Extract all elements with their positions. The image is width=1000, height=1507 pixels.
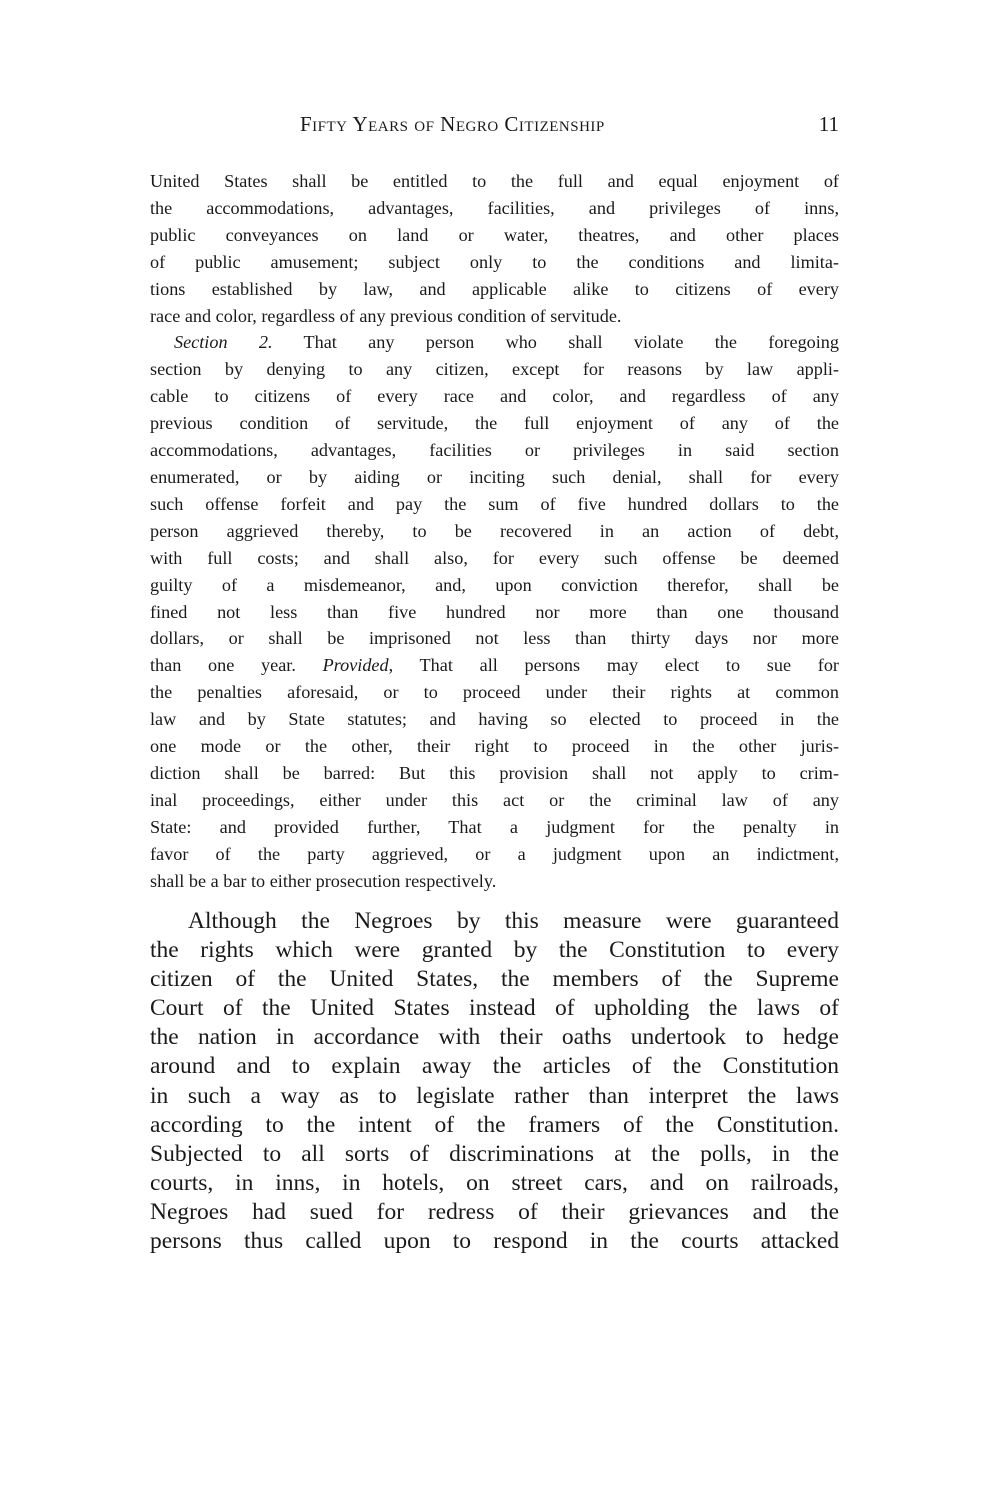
text-line <box>150 599 839 626</box>
text-line <box>150 1227 839 1256</box>
text-segment: favor of the party aggrieved, or a judgment upon an indictment, <box>150 843 839 864</box>
page-number: 11 <box>818 112 839 136</box>
text-segment: United States shall be entitled to the full and equal enjoyment of <box>150 171 839 191</box>
text-segment: race and color, regardless of any previous condition of servitude. <box>150 305 622 326</box>
text-segment: citizen of the United States, the members of the Supreme <box>150 966 839 993</box>
text-line <box>150 868 839 895</box>
text-line <box>150 464 839 491</box>
text-line <box>150 410 839 437</box>
text-segment: one mode or the other, their right to proceed in the other juris- <box>150 736 839 757</box>
text-segment: with full costs; and shall also, for every such offense be deemed <box>150 547 839 568</box>
text-segment: dollars, or shall be imprisoned not less than thirty days nor more <box>150 628 839 649</box>
text-segment: the nation in accordance with their oaths undertook to hedge <box>150 1024 839 1051</box>
text-line <box>150 572 839 599</box>
page-header <box>150 112 839 142</box>
text-line <box>150 249 839 276</box>
text-segment: shall be a bar to either prosecution respectively. <box>150 870 497 891</box>
text-line <box>150 168 839 195</box>
text-segment: inal proceedings, either under this act or the criminal law of any <box>150 789 839 810</box>
quoted-statute-text <box>150 168 839 894</box>
text-line <box>150 679 839 706</box>
text-line <box>150 841 839 868</box>
text-line <box>150 1198 839 1227</box>
text-line <box>150 545 839 572</box>
text-line <box>150 936 839 965</box>
italic-text: Section 2. <box>174 332 273 353</box>
text-line <box>150 760 839 787</box>
text-line <box>150 222 839 249</box>
text-line <box>150 787 839 814</box>
text-line <box>150 652 839 679</box>
text-segment: public conveyances on land or water, theatres, and other places <box>150 224 839 245</box>
text-segment: the accommodations, advantages, facilities, and privileges of inns, <box>150 197 839 218</box>
text-segment: fined not less than five hundred nor more than one thousand <box>150 601 839 622</box>
text-segment: in such a way as to legislate rather than interpret the laws <box>150 1082 839 1109</box>
text-line <box>150 733 839 760</box>
text-segment: previous condition of servitude, the full enjoyment of any of the <box>150 413 839 434</box>
text-line <box>150 814 839 841</box>
text-line <box>150 1111 839 1140</box>
text-segment: Subjected to all sorts of discriminations at the polls, in the <box>150 1140 839 1167</box>
text-line <box>150 994 839 1023</box>
text-line <box>150 518 839 545</box>
text-segment: Court of the United States instead of upholding the laws of <box>150 995 839 1022</box>
text-segment: tions established by law, and applicable alike to citizens of every <box>150 278 839 299</box>
text-line <box>150 329 839 356</box>
italic-text: Provided <box>322 655 389 676</box>
text-line <box>150 1082 839 1111</box>
text-line <box>150 965 839 994</box>
text-segment: of public amusement; subject only to the conditions and limita- <box>150 251 839 272</box>
text-line <box>150 1023 839 1052</box>
text-segment: diction shall be barred: But this provision shall not apply to crim- <box>150 762 839 783</box>
text-line <box>150 303 839 330</box>
text-line <box>150 1052 839 1081</box>
text-segment: law and by State statutes; and having so elected to proceed in the <box>150 709 839 730</box>
text-segment: persons thus called upon to respond in the courts attacked <box>150 1228 839 1255</box>
text-line <box>150 195 839 222</box>
text-line <box>150 1169 839 1198</box>
running-title: Fifty Years of Negro Citizenship <box>300 112 605 136</box>
text-segment: accommodations, advantages, facilities or privileges in said section <box>150 440 839 461</box>
text-segment: the rights which were granted by the Constitution to every <box>150 937 839 964</box>
text-segment: cable to citizens of every race and color, and regardless of any <box>150 386 839 407</box>
text-segment: courts, in inns, in hotels, on street cars, and on railroads, <box>150 1169 839 1196</box>
text-segment: person aggrieved thereby, to be recovered in an action of debt, <box>150 520 839 541</box>
text-segment: the penalties aforesaid, or to proceed under their rights at common <box>150 682 839 703</box>
text-line <box>150 491 839 518</box>
text-line <box>150 356 839 383</box>
text-segment: State: and provided further, That a judgment for the penalty in <box>150 816 839 837</box>
body-paragraph <box>150 907 839 1256</box>
text-line <box>150 383 839 410</box>
text-segment: such offense forfeit and pay the sum of five hundred dollars to the <box>150 493 839 514</box>
text-segment: according to the intent of the framers of the Constitution. <box>150 1111 839 1138</box>
text-line <box>150 276 839 303</box>
text-segment: enumerated, or by aiding or inciting such denial, shall for every <box>150 466 839 487</box>
text-segment: , That all persons may elect to sue for <box>388 655 839 676</box>
text-line <box>150 437 839 464</box>
text-line <box>150 625 839 652</box>
text-segment: Negroes had sued for redress of their grievances and the <box>150 1198 839 1225</box>
text-line <box>150 1140 839 1169</box>
text-line <box>150 907 839 936</box>
text-segment: guilty of a misdemeanor, and, upon conviction therefor, shall be <box>150 574 839 595</box>
text-segment: than one year. <box>150 655 323 676</box>
text-segment: around and to explain away the articles of the Constitution <box>150 1053 839 1080</box>
text-segment: Although the Negroes by this measure were guaranteed <box>188 908 839 934</box>
text-line <box>150 706 839 733</box>
text-segment: That any person who shall violate the foregoing <box>272 332 839 353</box>
text-segment: section by denying to any citizen, except for reasons by law appli- <box>150 359 839 380</box>
